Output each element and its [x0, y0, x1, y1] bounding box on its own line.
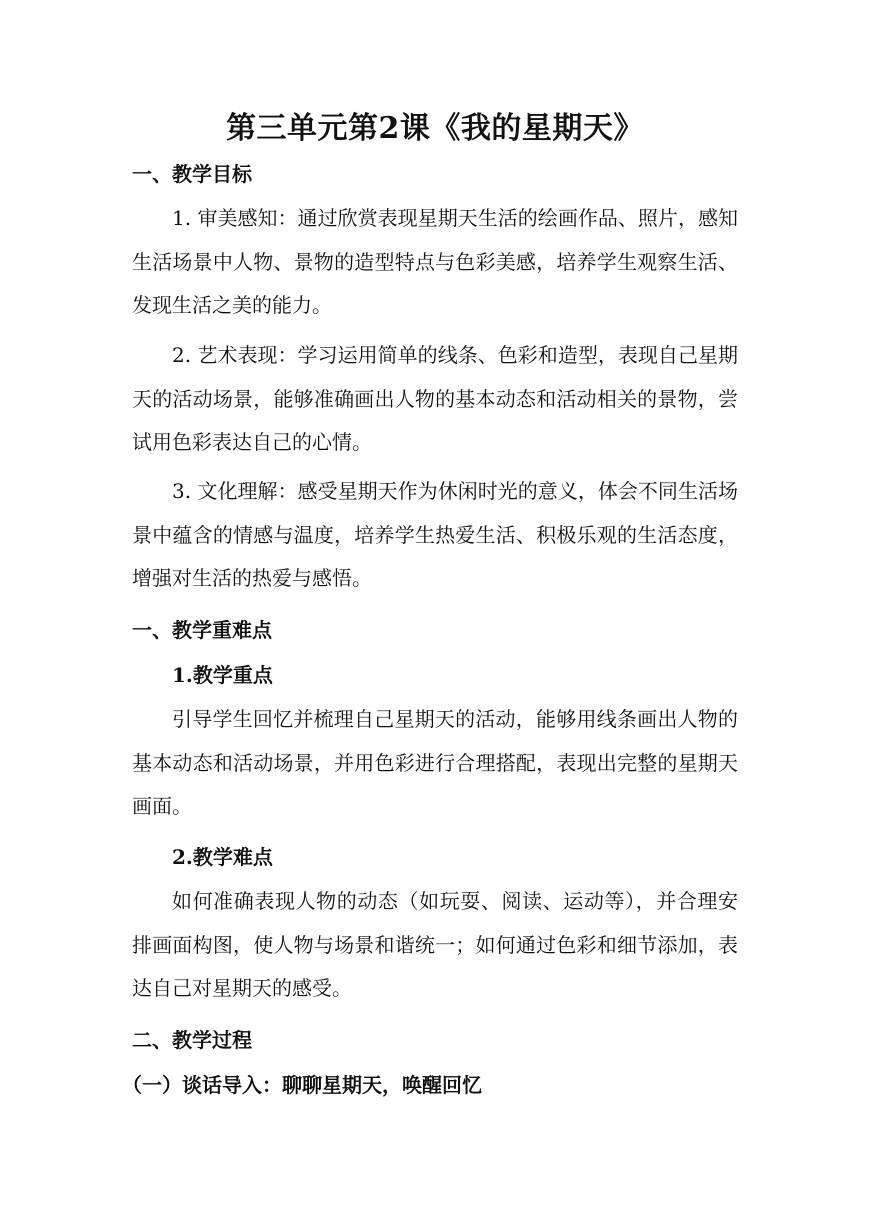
subheading-teaching-difficulty: 2.教学难点: [172, 845, 273, 869]
paragraph-aesthetic-perception: 1. 审美感知：通过欣赏表现星期天生活的绘画作品、照片，感知生活场景中人物、景物的造型特点与色彩美感，培养学生观察生活、发现生活之美的能力。: [132, 206, 738, 317]
section-heading-teaching-process: 二、教学过程: [132, 1028, 252, 1052]
document-title: 第三单元第2课《我的星期天》: [226, 111, 644, 146]
paragraph-teaching-focus: 引导学生回忆并梳理自己星期天的活动，能够用线条画出人物的基本动态和活动场景，并用色彩进行合理搭配，表现出完整的星期天画面。: [132, 707, 738, 818]
paragraph-teaching-difficulty: 如何准确表现人物的动态（如玩耍、阅读、运动等），并合理安排画面构图，使人物与场景和谐统一；如何通过色彩和细节添加，表达自己对星期天的感受。: [132, 889, 738, 1000]
subheading-introduction: （一）谈话导入：聊聊星期天，唤醒回忆: [122, 1073, 482, 1097]
subheading-teaching-focus: 1.教学重点: [172, 663, 273, 687]
section-heading-teaching-goals: 一、教学目标: [132, 162, 252, 186]
paragraph-cultural-understanding: 3. 文化理解：感受星期天作为休闲时光的意义，体会不同生活场景中蕴含的情感与温度，培养学生热爱生活、积极乐观的生活态度，增强对生活的热爱与感悟。: [132, 479, 738, 590]
paragraph-artistic-expression: 2. 艺术表现：学习运用简单的线条、色彩和造型，表现自己星期天的活动场景，能够准确画出人物的基本动态和活动相关的景物，尝试用色彩表达自己的心情。: [132, 343, 738, 454]
section-heading-key-difficulties: 一、教学重难点: [132, 618, 272, 642]
